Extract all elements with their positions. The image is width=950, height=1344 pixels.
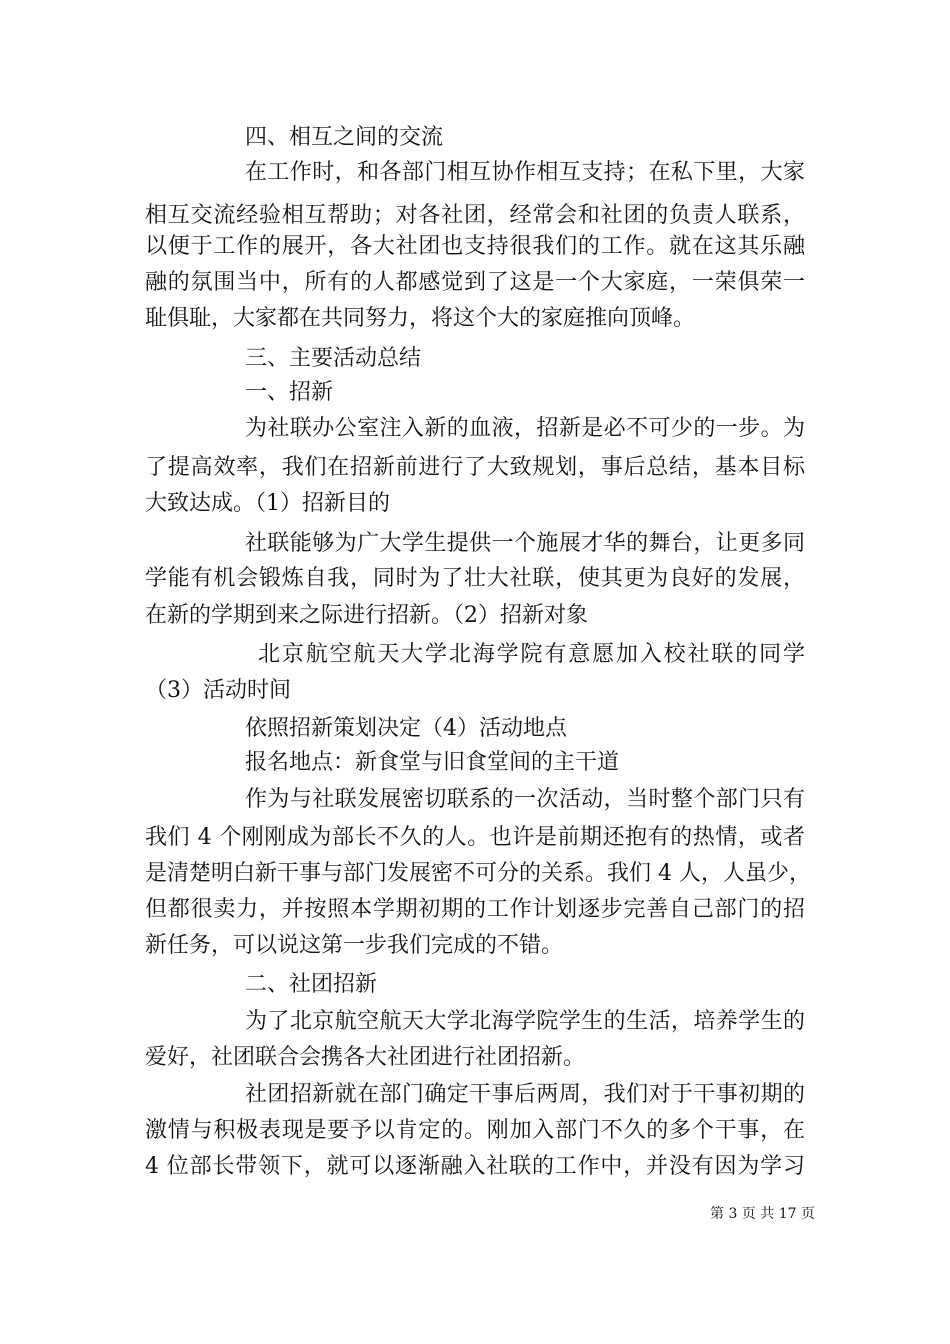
paragraph-line: 北京航空航天大学北海学院有意愿加入校社联的同学	[258, 642, 805, 667]
paragraph-line: 了提高效率，我们在招新前进行了大致规划，事后总结，基本目标	[145, 455, 805, 480]
paragraph-line: 在工作时，和各部门相互协作相互支持；在私下里，大家	[245, 160, 805, 185]
paragraph-line: 爱好，社团联合会携各大社团进行社团招新。	[145, 1045, 586, 1070]
paragraph-line: （3）活动时间	[145, 678, 291, 703]
paragraph-line: 社联能够为广大学生提供一个施展才华的舞台，让更多同	[245, 531, 805, 556]
subsection-heading: 二、社团招新	[245, 972, 378, 997]
paragraph-line: 但都很卖力，并按照本学期初期的工作计划逐步完善自己部门的招	[145, 897, 805, 922]
paragraph-line: 为了北京航空航天大学北海学院学生的生活，培养学生的	[245, 1009, 805, 1034]
paragraph-line: 相互交流经验相互帮助；对各社团，经常会和社团的负责人联系，	[145, 203, 805, 228]
paragraph-line: 是清楚明白新干事与部门发展密不可分的关系。我们 4 人，人虽少，	[145, 861, 811, 886]
paragraph-line: 大致达成。（1）招新目的	[145, 491, 390, 516]
paragraph-line: 学能有机会锻炼自我，同时为了壮大社联，使其更为良好的发展，	[145, 566, 805, 591]
paragraph-line: 耻俱耻，大家都在共同努力，将这个大的家庭推向顶峰。	[145, 306, 696, 331]
paragraph-line: 依照招新策划决定（4）活动地点	[245, 716, 567, 741]
paragraph-line: 新任务，可以说这第一步我们完成的不错。	[145, 933, 564, 958]
paragraph-line: 激情与积极表现是要予以肯定的。刚加入部门不久的多个干事，在	[145, 1118, 805, 1143]
paragraph-line: 以便于工作的展开，各大社团也支持很我们的工作。就在这其乐融	[145, 234, 805, 259]
paragraph-line: 融的氛围当中，所有的人都感觉到了这是一个大家庭，一荣俱荣一	[145, 270, 805, 295]
paragraph-line: 4 位部长带领下，就可以逐渐融入社联的工作中，并没有因为学习	[145, 1154, 805, 1179]
paragraph-line: 报名地点：新食堂与旧食堂间的主干道	[245, 750, 620, 775]
paragraph-line: 在新的学期到来之际进行招新。（2）招新对象	[145, 603, 588, 628]
page-number: 第 3 页 共 17 页	[710, 1206, 815, 1222]
paragraph-line: 为社联办公室注入新的血液，招新是必不可少的一步。为	[245, 416, 805, 441]
paragraph-line: 作为与社联发展密切联系的一次活动，当时整个部门只有	[245, 787, 805, 812]
subsection-heading: 一、招新	[245, 380, 334, 405]
paragraph-line: 社团招新就在部门确定干事后两周，我们对于干事初期的	[245, 1082, 805, 1107]
section-heading: 三、主要活动总结	[245, 346, 422, 371]
section-heading: 四、相互之间的交流	[245, 125, 444, 150]
paragraph-line: 我们 4 个刚刚成为部长不久的人。也许是前期还抱有的热情，或者	[145, 825, 805, 850]
